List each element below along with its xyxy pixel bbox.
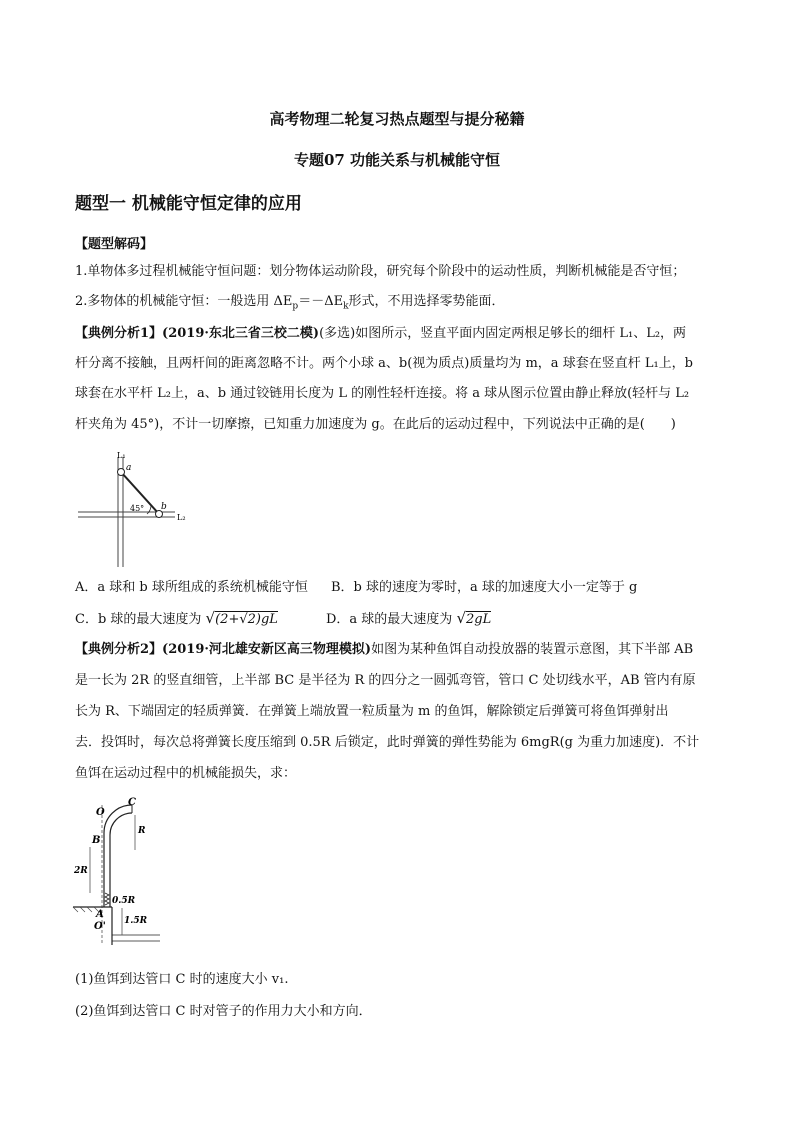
label-O: O (96, 807, 105, 818)
example1-text-3: 球套在水平杆 L₂上，a、b 通过铰链用长度为 L 的刚性轻杆连接。将 a 球从图示位置由静止释放(轻杆与 L₂ (75, 386, 690, 401)
spring (105, 893, 109, 905)
example2-text-2: 是一长为 2R 的竖直细管，上半部 BC 是半径为 R 的四分之一圆弧弯管，管口 C 处切线水平，AB 管内有原 (75, 673, 696, 688)
decode-item-2-pre: 2.多物体的机械能守恒：一般选用 ΔE (75, 294, 293, 309)
label-C: C (128, 797, 136, 808)
option-D-label: D．a 球的最大速度为 (326, 612, 453, 627)
example1-tag: 【典例分析1】 (75, 326, 163, 341)
decode-item-2-sub-k: k (343, 301, 349, 312)
option-D-expr: 2gL (466, 612, 492, 627)
decode-item-2 (75, 294, 505, 315)
arc-tube-outer (104, 805, 132, 847)
option-C-label: C．b 球的最大速度为 (75, 612, 202, 627)
option-B: B．b 球的速度为零时，a 球的加速度大小一定等于 g (331, 580, 638, 595)
example2-text-3: 长为 R、下端固定的轻质弹簧．在弹簧上端放置一粒质量为 m 的鱼饵，解除锁定后弹簧可将鱼饵弹射出 (75, 704, 669, 719)
option-C-expr: (2+√2)gL (215, 612, 278, 627)
document-title: 高考物理二轮复习热点题型与提分秘籍 (269, 110, 525, 128)
decode-item-1: 1.单物体多过程机械能守恒问题：划分物体运动阶段，研究每个阶段中的运动性质，判断机械能是否守恒； (75, 264, 686, 279)
decode-item-2-post: 形式，不用选择零势能面． (348, 294, 505, 309)
example2-line-1 (75, 642, 693, 658)
label-R: R (138, 826, 146, 836)
example1-source: (2019·东北三省三校二模) (162, 326, 320, 341)
example1-text-2: 杆分离不接触，且两杆间的距离忽略不计。两个小球 a、b(视为质点)质量均为 m，a 球套在竖直杆 L₁上，b (75, 356, 693, 371)
label-B: B (92, 835, 101, 846)
section-title: 题型一 机械能守恒定律的应用 (75, 194, 302, 214)
label-L1: L₁ (117, 451, 126, 460)
decode-item-2-mid: ＝－ΔE (298, 294, 344, 309)
question-1: (1)鱼饵到达管口 C 时的速度大小 v₁. (75, 972, 289, 987)
rods-figure (70, 445, 210, 570)
arc-tube-inner (110, 813, 132, 847)
example2-text-5: 鱼饵在运动过程中的机械能损失，求： (75, 766, 297, 781)
label-a: a (126, 463, 132, 473)
feeder-figure (68, 795, 168, 960)
option-A: A．a 球和 b 球所组成的系统机械能守恒 (75, 580, 308, 595)
label-15R: 1.5R (124, 916, 148, 926)
label-L2: L₂ (177, 513, 186, 522)
example1-text-4: 杆夹角为 45°)，不计一切摩擦，已知重力加速度为 g。在此后的运动过程中，下列说法中正确的是( ) (75, 417, 676, 432)
example2-tag: 【典例分析2】 (75, 642, 163, 657)
decode-item-2-sub-p: p (292, 301, 299, 312)
label-angle: 45° (130, 504, 145, 513)
angle-arc (147, 506, 151, 514)
label-2R: 2R (74, 866, 88, 876)
label-A: A (96, 909, 104, 920)
decode-label: 【题型解码】 (75, 237, 154, 252)
example1-line-1 (75, 326, 686, 342)
example2-text-1: 如图为某种鱼饵自动投放器的装置示意图，其下半部 AB (371, 642, 694, 657)
question-2: (2)鱼饵到达管口 C 时对管子的作用力大小和方向． (75, 1004, 372, 1019)
example2-text-4: 去．投饵时，每次总将弹簧长度压缩到 0.5R 后锁定，此时弹簧的弹性势能为 6mgR(g 为重力加速度)．不计 (75, 735, 700, 750)
example1-type: (多选) (319, 326, 356, 341)
label-b: b (161, 502, 167, 512)
option-D: D．a 球的最大速度为 √2gL (326, 609, 492, 627)
document-subtitle: 专题07 功能关系与机械能守恒 (293, 151, 501, 169)
label-05R: 0.5R (112, 896, 136, 906)
option-C: C．b 球的最大速度为 √(2+√2)gL (75, 609, 278, 627)
example1-text-1: 如图所示，竖直平面内固定两根足够长的细杆 L₁、L₂，两 (355, 326, 687, 341)
label-O-prime: O' (94, 921, 106, 932)
ball-a (118, 469, 125, 476)
example2-source: (2019·河北雄安新区高三物理模拟) (162, 642, 372, 657)
